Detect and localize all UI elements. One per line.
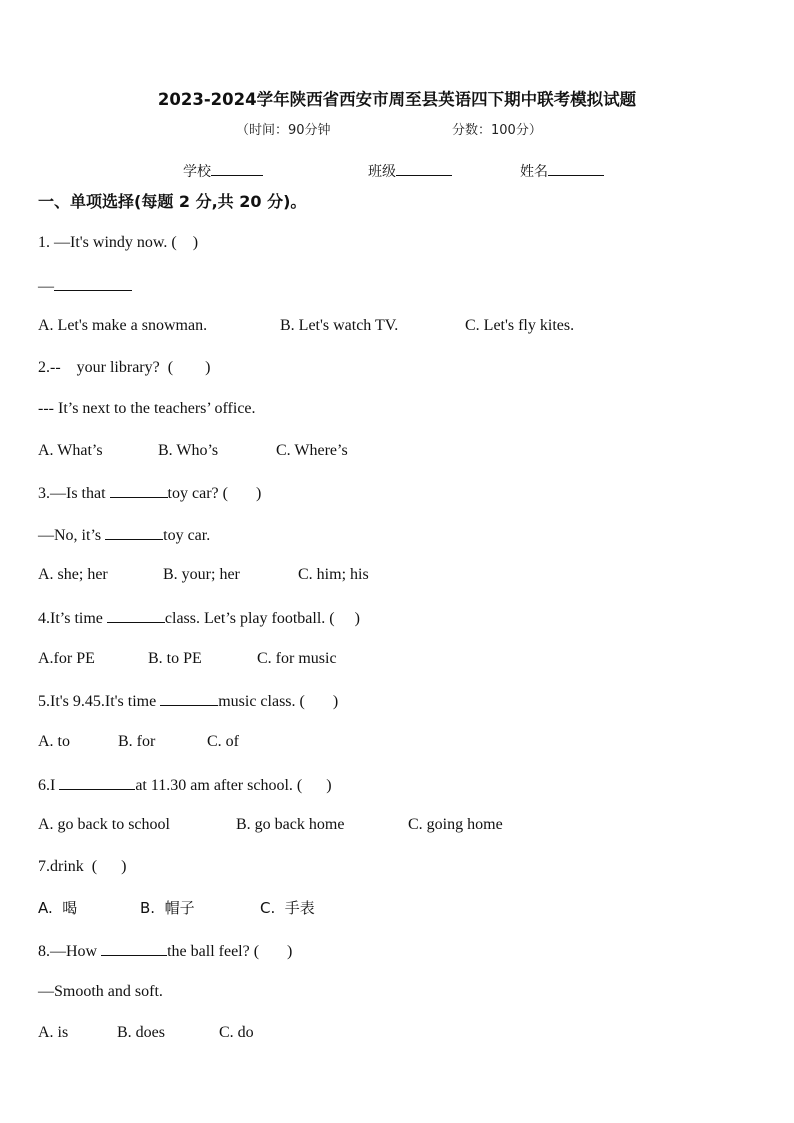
answer-blank[interactable]: [101, 940, 167, 956]
question-8-option-c[interactable]: C. do: [219, 1024, 254, 1041]
class-blank[interactable]: [396, 160, 452, 176]
answer-blank[interactable]: [59, 774, 135, 790]
question-4-option-c[interactable]: C. for music: [257, 650, 337, 667]
question-7-option-a[interactable]: A. 喝: [38, 899, 78, 917]
question-3-option-b[interactable]: B. your; her: [163, 566, 240, 583]
question-3-option-a[interactable]: A. she; her: [38, 566, 108, 583]
question-5-option-c[interactable]: C. of: [207, 733, 239, 750]
name-field: [520, 160, 604, 181]
question-6-option-b[interactable]: B. go back home: [236, 816, 345, 833]
school-blank[interactable]: [211, 160, 263, 176]
question-2-option-a[interactable]: A. What’s: [38, 442, 103, 459]
class-label: 班级: [368, 164, 396, 180]
question-8-response: —Smooth and soft.: [38, 983, 163, 1000]
section-heading: 一、单项选择(每题 2 分,共 20 分)。: [38, 192, 307, 211]
question-1: 1. —It's windy now. ( ): [38, 234, 199, 251]
question-6-option-a[interactable]: A. go back to school: [38, 816, 170, 833]
question-3-option-c[interactable]: C. him; his: [298, 566, 369, 583]
question-5: 5.It's 9.45.It's time music class. ( ): [38, 690, 338, 712]
question-1-option-b[interactable]: B. Let's watch TV.: [280, 317, 399, 334]
question-2: 2.-- your library? ( ): [38, 359, 211, 376]
answer-blank[interactable]: [110, 482, 168, 498]
question-1-answer-line: —: [38, 275, 132, 297]
exam-title: 2023-2024学年陕西省西安市周至县英语四下期中联考模拟试题: [157, 90, 637, 109]
question-4: 4.It’s time class. Let’s play football. ( ): [38, 607, 360, 629]
exam-score: 分数：100分）: [452, 123, 542, 138]
question-8-option-a[interactable]: A. is: [38, 1024, 69, 1041]
question-2-option-c[interactable]: C. Where’s: [276, 442, 348, 459]
question-6: 6.I at 11.30 am after school. ( ): [38, 774, 332, 796]
answer-blank[interactable]: [160, 690, 218, 706]
answer-blank[interactable]: [105, 524, 163, 540]
question-2-response: --- It’s next to the teachers’ office.: [38, 400, 256, 417]
question-4-option-b[interactable]: B. to PE: [148, 650, 202, 667]
question-2-option-b[interactable]: B. Who’s: [158, 442, 219, 459]
question-7-option-b[interactable]: B. 帽子: [140, 899, 195, 917]
answer-blank[interactable]: [54, 275, 132, 291]
question-5-option-b[interactable]: B. for: [118, 733, 156, 750]
question-7-option-c[interactable]: C. 手表: [260, 899, 315, 917]
answer-blank[interactable]: [107, 607, 165, 623]
class-field: [368, 160, 452, 181]
question-1-option-c[interactable]: C. Let's fly kites.: [465, 317, 575, 334]
question-4-option-a[interactable]: A.for PE: [38, 650, 95, 667]
name-label: 姓名: [520, 164, 548, 180]
name-blank[interactable]: [548, 160, 604, 176]
question-3: 3.—Is that toy car? ( ): [38, 482, 261, 504]
exam-time: （时间：90分钟: [236, 123, 331, 138]
question-5-option-a[interactable]: A. to: [38, 733, 70, 750]
question-8: 8.—How the ball feel? ( ): [38, 940, 292, 962]
question-6-option-c[interactable]: C. going home: [408, 816, 503, 833]
question-1-option-a[interactable]: A. Let's make a snowman.: [38, 317, 208, 334]
question-7: 7.drink ( ): [38, 858, 127, 875]
question-8-option-b[interactable]: B. does: [117, 1024, 165, 1041]
school-label: 学校: [183, 164, 211, 180]
school-field: [183, 160, 263, 181]
question-3-response: —No, it’s toy car.: [38, 524, 210, 546]
